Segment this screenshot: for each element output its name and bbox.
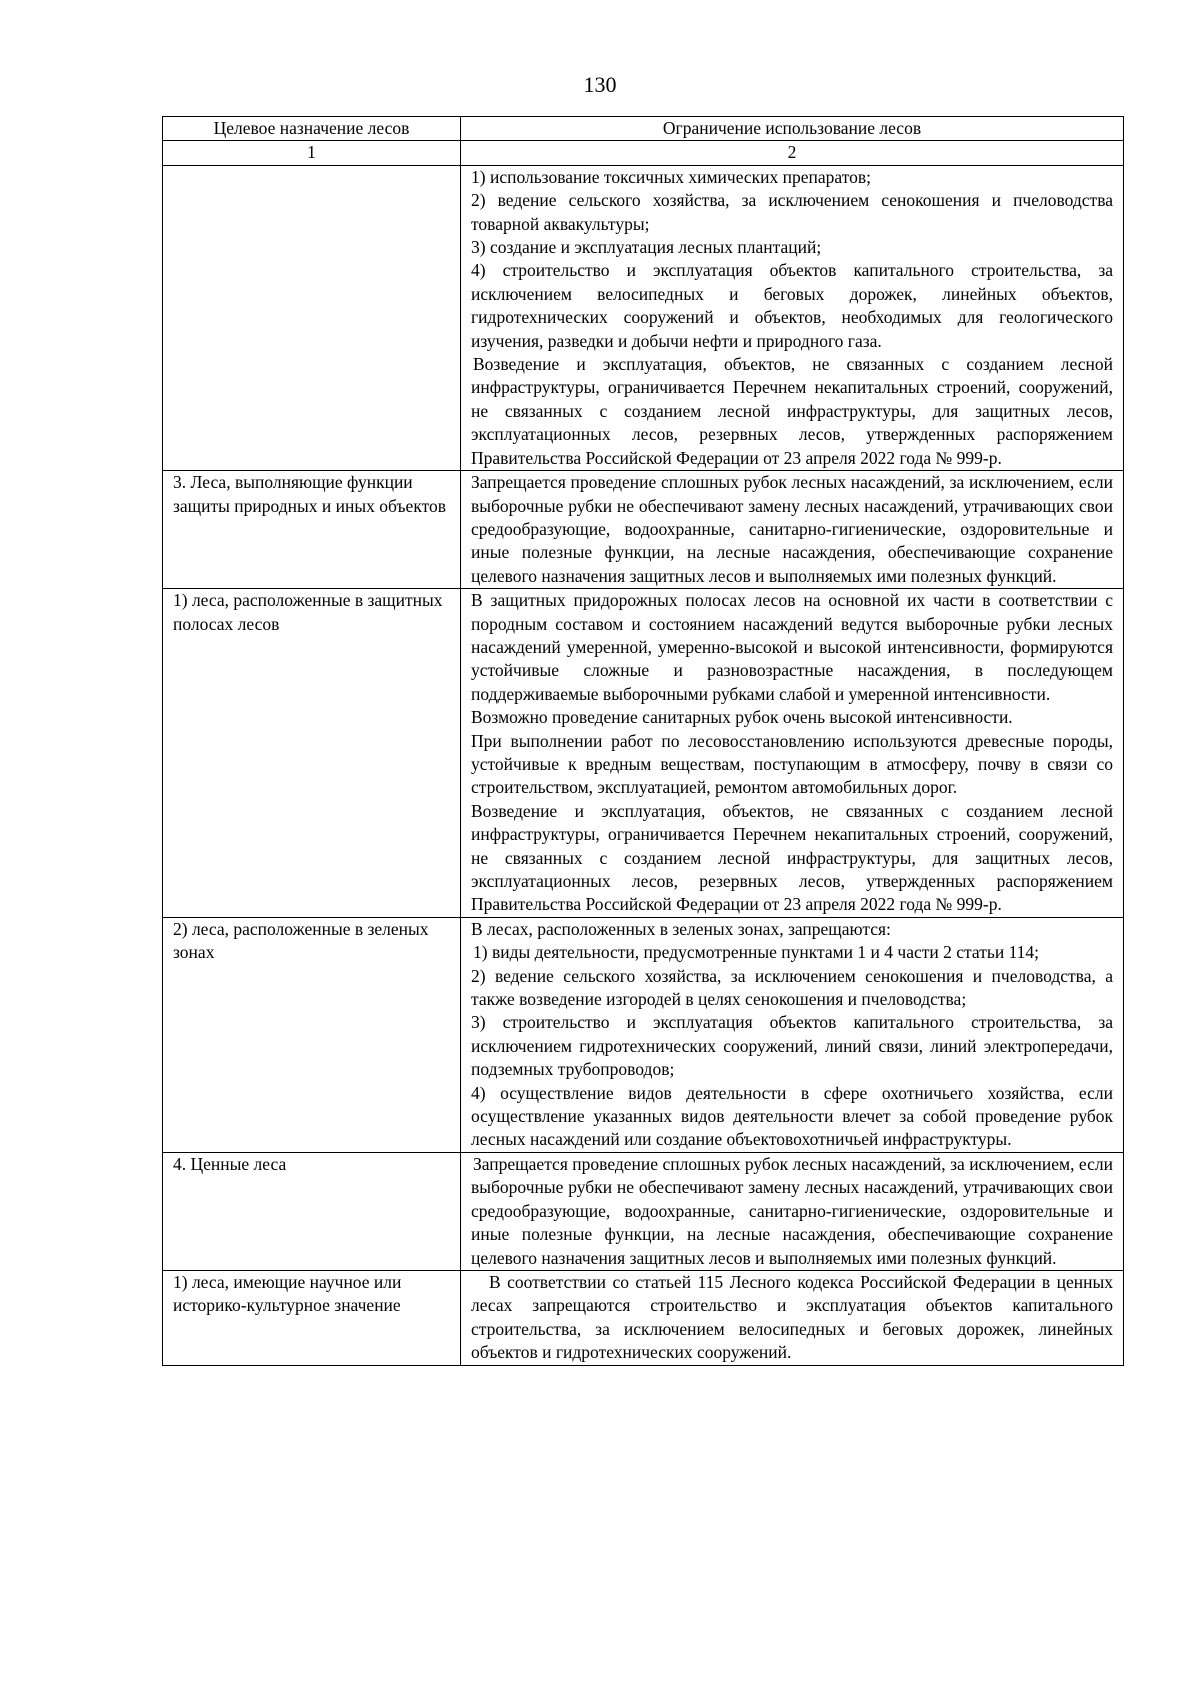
row-restrictions — [461, 589, 1124, 918]
row-restrictions — [461, 1270, 1124, 1365]
restriction-paragraph: В соответствии со статьей 115 Лесного кодекса Российской Федерации в ценных лесах запрещаются строительство и эксплуатация объектов капитального строительства, за исключением велосипедных и беговых дорожек, линейных объектов и гидротехнических сооружений. — [471, 1271, 1113, 1363]
header-restrictions: Ограничение использование лесов — [461, 117, 1124, 141]
header-purpose: Целевое назначение лесов — [163, 117, 461, 141]
restriction-paragraph: Запрещается проведение сплошных рубок лесных насаждений, за исключением, если выборочные рубки не обеспечивают замену лесных насаждений, утрачивающих свои средообразующие, водоохранные, санитарно-гигиенические, оздоровительные и иные полезные функции, на лесные насаждения, обеспечивающие сохранение целевого назначения защитных лесов и выполняемых ими полезных функций. — [471, 1153, 1113, 1268]
forest-restrictions-table — [162, 116, 1124, 1366]
page-number: 130 — [583, 72, 617, 97]
restriction-paragraph: 4) осуществление видов деятельности в сфере охотничьего хозяйства, если осуществление указанных видов деятельности влечет за собой проведение рубок лесных насаждений или создание объектовохотничьей инфраструктуры. — [471, 1082, 1113, 1150]
row-category: 2) леса, расположенные в зеленых зонах — [163, 917, 461, 1152]
row-category: 1) леса, расположенные в защитных полосах лесов — [163, 589, 461, 918]
row-restrictions — [461, 1152, 1124, 1270]
restriction-paragraph: Запрещается проведение сплошных рубок лесных насаждений, за исключением, если выборочные рубки не обеспечивают замену лесных насаждений, утрачивающих свои средообразующие, водоохранные, санитарно-гигиенические, оздоровительные и иные полезные функции, на лесные насаждения, обеспечивающие сохранение целевого назначения защитных лесов и выполняемых ими полезных функций. — [471, 472, 1113, 586]
column-number-2: 2 — [461, 141, 1124, 165]
column-number-row — [163, 141, 1124, 165]
row-category — [163, 165, 461, 470]
row-category: 4. Ценные леса — [163, 1152, 461, 1270]
table-header-row — [163, 117, 1124, 141]
restriction-paragraph: 3) строительство и эксплуатация объектов капитального строительства, за исключением гидротехнических сооружений, линий связи, линий электропередачи, подземных трубопроводов; — [471, 1012, 1113, 1080]
row-restrictions — [461, 165, 1124, 470]
row-category: 3. Леса, выполняющие функции защиты природных и иных объектов — [163, 471, 461, 589]
restriction-paragraph: 4) строительство и эксплуатация объектов капитального строительства, за исключением велосипедных и беговых дорожек, линейных объектов, гидротехнических сооружений и объектов, необходимых для геологического изучения, разведки и добычи нефти и природного газа. — [471, 260, 1113, 351]
restriction-paragraph: Возможно проведение санитарных рубок очень высокой интенсивности. — [471, 707, 1013, 728]
restriction-paragraph: 3) создание и эксплуатация лесных плантаций; — [471, 237, 822, 258]
restriction-paragraph: 2) ведение сельского хозяйства, за исключением сенокошения и пчеловодства, а также возведение изгородей в целях сенокошения и пчеловодства; — [471, 965, 1113, 1010]
restriction-paragraph: 1) использование токсичных химических препаратов; — [471, 166, 872, 187]
table-row — [163, 1270, 1124, 1365]
table-row — [163, 1152, 1124, 1270]
column-number-1: 1 — [163, 141, 461, 165]
table-row — [163, 471, 1124, 589]
row-category: 1) леса, имеющие научное или историко-культурное значение — [163, 1270, 461, 1365]
restriction-paragraph: 1) виды деятельности, предусмотренные пунктами 1 и 4 части 2 статьи 114; — [473, 942, 1040, 963]
restriction-paragraph: Возведение и эксплуатация, объектов, не связанных с созданием лесной инфраструктуры, ограничивается Перечнем некапитальных строений, сооружений, не связанных с созданием лесной инфраструктуры, для защитных лесов, эксплуатационных лесов, резервных лесов, утвержденных распоряжением Правительства Российской Федерации от 23 апреля 2022 года № 999-р. — [471, 354, 1113, 468]
restriction-paragraph: В лесах, расположенных в зеленых зонах, запрещаются: — [471, 918, 891, 939]
restriction-paragraph: Возведение и эксплуатация, объектов, не связанных с созданием лесной инфраструктуры, ограничивается Перечнем некапитальных строений, сооружений, не связанных с созданием лесной инфраструктуры, для защитных лесов, эксплуатационных лесов, резервных лесов, утвержденных распоряжением Правительства Российской Федерации от 23 апреля 2022 года № 999-р. — [471, 800, 1113, 915]
restriction-paragraph: При выполнении работ по лесовосстановлению используются древесные породы, устойчивые к вредным веществам, поступающим в атмосферу, почву в связи со строительством, эксплуатацией, ремонтом автомобильных дорог. — [471, 730, 1113, 798]
row-restrictions — [461, 917, 1124, 1152]
table-row — [163, 589, 1124, 918]
table-row — [163, 165, 1124, 470]
table-row — [163, 917, 1124, 1152]
restriction-paragraph: 2) ведение сельского хозяйства, за исключением сенокошения и пчеловодства товарной аквакультуры; — [471, 190, 1113, 234]
restriction-paragraph: В защитных придорожных полосах лесов на основной их части в соответствии с породным составом и состоянием насаждений ведутся выборочные рубки лесных насаждений умеренной, умеренно-высокой и высокой интенсивности, формируются устойчивые сложные и разновозрастные насаждения, в последующем поддерживаемые выборочными рубками слабой и умеренной интенсивности. — [471, 590, 1113, 704]
row-restrictions — [461, 471, 1124, 589]
